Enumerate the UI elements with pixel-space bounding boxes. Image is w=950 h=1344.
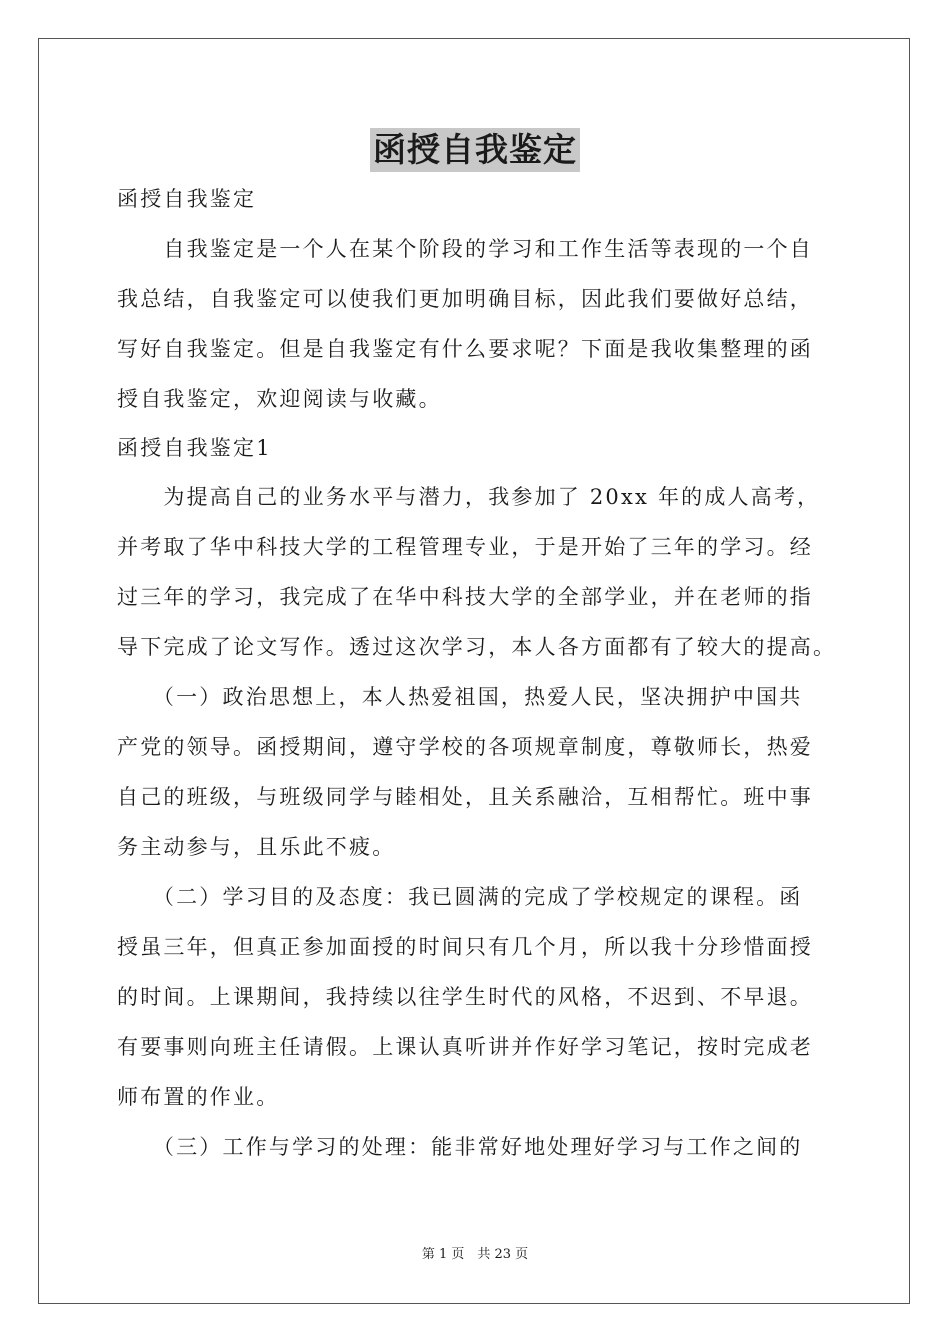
body-line: 并考取了华中科技大学的工程管理专业，于是开始了三年的学习。经 — [117, 535, 813, 559]
title-container — [0, 128, 950, 172]
body-line: 授自我鉴定，欢迎阅读与收藏。 — [117, 387, 442, 411]
body-line: 写好自我鉴定。但是自我鉴定有什么要求呢？下面是我收集整理的函 — [117, 337, 813, 361]
body-line: 务主动参与，且乐此不疲。 — [117, 835, 396, 859]
subtitle-line: 函授自我鉴定 — [117, 187, 257, 211]
body-line: （三）工作与学习的处理：能非常好地处理好学习与工作之间的 — [117, 1135, 803, 1159]
body-line: 导下完成了论文写作。透过这次学习，本人各方面都有了较大的提高。 — [117, 635, 837, 659]
body-line: （一）政治思想上，本人热爱祖国，热爱人民，坚决拥护中国共 — [117, 685, 803, 709]
body-line: 师布置的作业。 — [117, 1085, 280, 1109]
body-line: （二）学习目的及态度：我已圆满的完成了学校规定的课程。函 — [117, 885, 803, 909]
body-line: 的时间。上课期间，我持续以往学生时代的风格，不迟到、不早退。 — [117, 985, 813, 1009]
page-border — [38, 38, 910, 1304]
body-line: 授虽三年，但真正参加面授的时间只有几个月，所以我十分珍惜面授 — [117, 935, 813, 959]
body-line: 我总结，自我鉴定可以使我们更加明确目标，因此我们要做好总结， — [117, 287, 813, 311]
body-line: 自己的班级，与班级同学与睦相处，且关系融洽，互相帮忙。班中事 — [117, 785, 813, 809]
body-line: 为提高自己的业务水平与潜力，我参加了 20xx 年的成人高考， — [117, 485, 821, 509]
section-heading: 函授自我鉴定1 — [117, 436, 272, 460]
body-line: 产党的领导。函授期间，遵守学校的各项规章制度，尊敬师长，热爱 — [117, 735, 813, 759]
body-line: 有要事则向班主任请假。上课认真听讲并作好学习笔记，按时完成老 — [117, 1035, 813, 1059]
body-line: 自我鉴定是一个人在某个阶段的学习和工作生活等表现的一个自 — [117, 237, 813, 261]
page-footer: 第 1 页 共 23 页 — [421, 1247, 529, 1262]
body-line: 过三年的学习，我完成了在华中科技大学的全部学业，并在老师的指 — [117, 585, 813, 609]
document-title: 函授自我鉴定 — [370, 128, 580, 172]
